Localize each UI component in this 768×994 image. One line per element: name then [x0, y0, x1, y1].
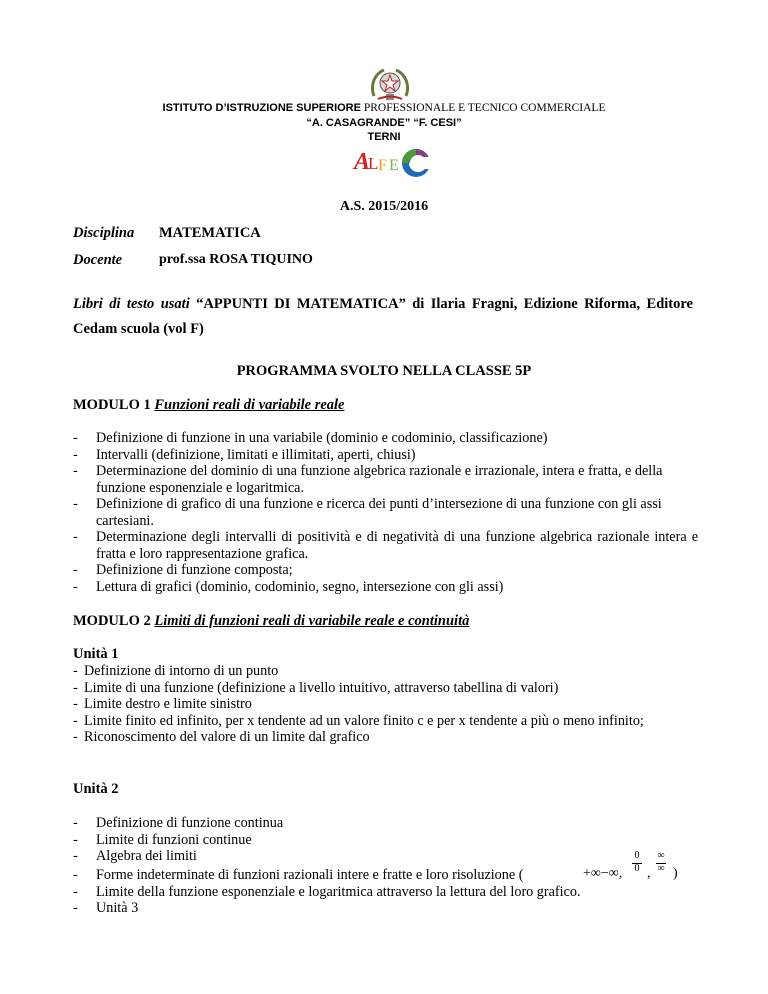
libri-value: “APPUNTI DI MATEMATICA” di Ilaria Fragni, Edizione Riforma, Editore Cedam scuola (vol F) — [73, 296, 693, 337]
list-item-text: Intervalli (definizione, limitati e illimitati, aperti, chiusi) — [96, 446, 416, 463]
fraction-denominator: ∞ — [657, 863, 665, 874]
list-item-text: Limite finito ed infinito, per x tendente ad un valore finito c e per x tendente a più o meno infinito; — [84, 712, 644, 729]
list-item — [73, 579, 698, 596]
disciplina-row — [73, 225, 261, 242]
list-item-text: Definizione di funzione in una variabile (dominio e codominio, classificazione) — [96, 430, 548, 446]
unita2-list-a — [73, 815, 698, 865]
school-header-rest: PROFESSIONALE E TECNICO COMMERCIALE — [360, 102, 606, 114]
svg-text:L: L — [368, 154, 379, 173]
list-dash: - — [73, 900, 78, 916]
disciplina-value: MATEMATICA — [159, 225, 261, 241]
italian-republic-emblem-icon — [368, 66, 412, 102]
list-item-text: Riconoscimento del valore di un limite dal grafico — [84, 729, 370, 745]
list-dash: - — [73, 663, 78, 679]
fraction-denominator: 0 — [634, 863, 640, 874]
list-dash: - — [73, 562, 78, 578]
list-dash: - — [73, 848, 78, 864]
fraction-numerator: ∞ — [657, 850, 665, 861]
list-item — [73, 884, 698, 901]
list-item — [73, 815, 698, 832]
modulo1-heading — [73, 397, 344, 414]
fraction-bar — [632, 863, 642, 864]
modulo2-label: MODULO 2 — [73, 613, 151, 629]
modulo2-title: Limiti di funzioni reali di variabile reale e continuità — [154, 613, 470, 629]
list-dash: - — [73, 679, 78, 696]
list-item — [73, 696, 698, 713]
list-dash: - — [73, 496, 78, 512]
list-dash: - — [73, 815, 78, 831]
list-item-text: Forme indeterminate di funzioni razionali intere e fratte e loro risoluzione ( — [96, 867, 524, 883]
unita1-list — [73, 663, 698, 746]
school-header-bold: ISTITUTO D’ISTRUZIONE SUPERIORE — [162, 102, 361, 114]
list-item — [73, 430, 698, 447]
school-header-line2: “A. CASAGRANDE” “F. CESI” — [306, 117, 462, 129]
list-item-text: Unità 3 — [96, 900, 139, 916]
docente-label: Docente — [73, 252, 123, 268]
libri-label: Libri di testo usati — [73, 296, 190, 312]
indeterminate-form-formula: +∞−∞, — [583, 866, 623, 881]
list-item-text: Limite destro e limite sinistro — [84, 696, 252, 712]
list-item-text: Limite di funzioni continue — [96, 831, 252, 848]
list-item — [73, 562, 698, 579]
unita2-title: Unità 2 — [73, 781, 119, 797]
fraction-bar — [656, 863, 666, 864]
modulo1-list — [73, 430, 698, 595]
list-item-text: Definizione di funzione composta; — [96, 562, 293, 578]
list-item — [73, 713, 698, 730]
disciplina-label: Disciplina — [73, 225, 135, 241]
school-year: A.S. 2015/2016 — [339, 199, 429, 214]
docente-row — [73, 252, 313, 269]
list-dash: - — [73, 463, 78, 479]
unita1-title: Unità 1 — [73, 646, 119, 662]
list-item-text: Algebra dei limiti — [96, 848, 197, 864]
svg-text:F: F — [378, 157, 387, 174]
programma-title: PROGRAMMA SVOLTO NELLA CLASSE 5P — [236, 363, 532, 379]
list-item-text: Definizione di funzione continua — [96, 815, 284, 831]
docente-value: prof.ssa ROSA TIQUINO — [159, 252, 313, 267]
list-item — [73, 463, 698, 496]
list-item — [73, 529, 698, 562]
list-dash: - — [73, 729, 78, 745]
alfec-logo — [352, 141, 430, 183]
list-dash: - — [73, 712, 78, 729]
list-item-text: Definizione di intorno di un punto — [84, 663, 279, 679]
list-item-text: Determinazione del dominio di una funzione algebrica razionale e irrazionale, intera e fratta, e della funzione esponenziale e logaritmica. — [96, 463, 663, 496]
svg-text:A: A — [354, 149, 371, 175]
list-item-text: Definizione di grafico di una funzione e ricerca dei punti d’intersezione di una funzione con gli assi cartesiani. — [96, 496, 662, 529]
list-dash: - — [73, 529, 78, 545]
list-item-text: Limite della funzione esponenziale e logaritmica attraverso la lettura del loro grafico. — [96, 883, 581, 900]
libri-paragraph — [73, 292, 693, 342]
list-item — [73, 832, 698, 849]
modulo2-heading — [73, 613, 469, 630]
list-item — [73, 663, 698, 680]
list-dash: - — [73, 578, 78, 595]
list-dash: - — [73, 883, 78, 900]
list-item-text: Lettura di grafici (dominio, codominio, segno, intersezione con gli assi) — [96, 578, 504, 595]
list-item — [73, 848, 698, 865]
list-dash: - — [73, 446, 78, 463]
list-item-text: Limite di una funzione (definizione a livello intuitivo, attraverso tabellina di valori) — [84, 679, 559, 696]
school-header-line1 — [0, 102, 768, 114]
list-item — [73, 900, 698, 917]
fraction-numerator: 0 — [634, 850, 640, 861]
list-item — [73, 447, 698, 464]
fraction-separator: , — [647, 866, 651, 881]
list-item — [73, 496, 698, 529]
list-dash: - — [73, 696, 78, 712]
modulo1-label: MODULO 1 — [73, 397, 151, 413]
school-header-line3: TERNI — [367, 131, 401, 143]
closing-parenthesis: ) — [673, 866, 678, 881]
list-dash: - — [73, 867, 78, 883]
list-item — [73, 729, 698, 746]
list-item-text: Determinazione degli intervalli di positività e di negatività di una funzione algebrica razionale intera e fratta e loro rappresentazione grafica. — [96, 529, 698, 562]
list-dash: - — [73, 430, 78, 446]
svg-text:E: E — [389, 157, 399, 174]
modulo1-title: Funzioni reali di variabile reale — [154, 397, 345, 413]
list-dash: - — [73, 831, 78, 848]
list-item — [73, 680, 698, 697]
